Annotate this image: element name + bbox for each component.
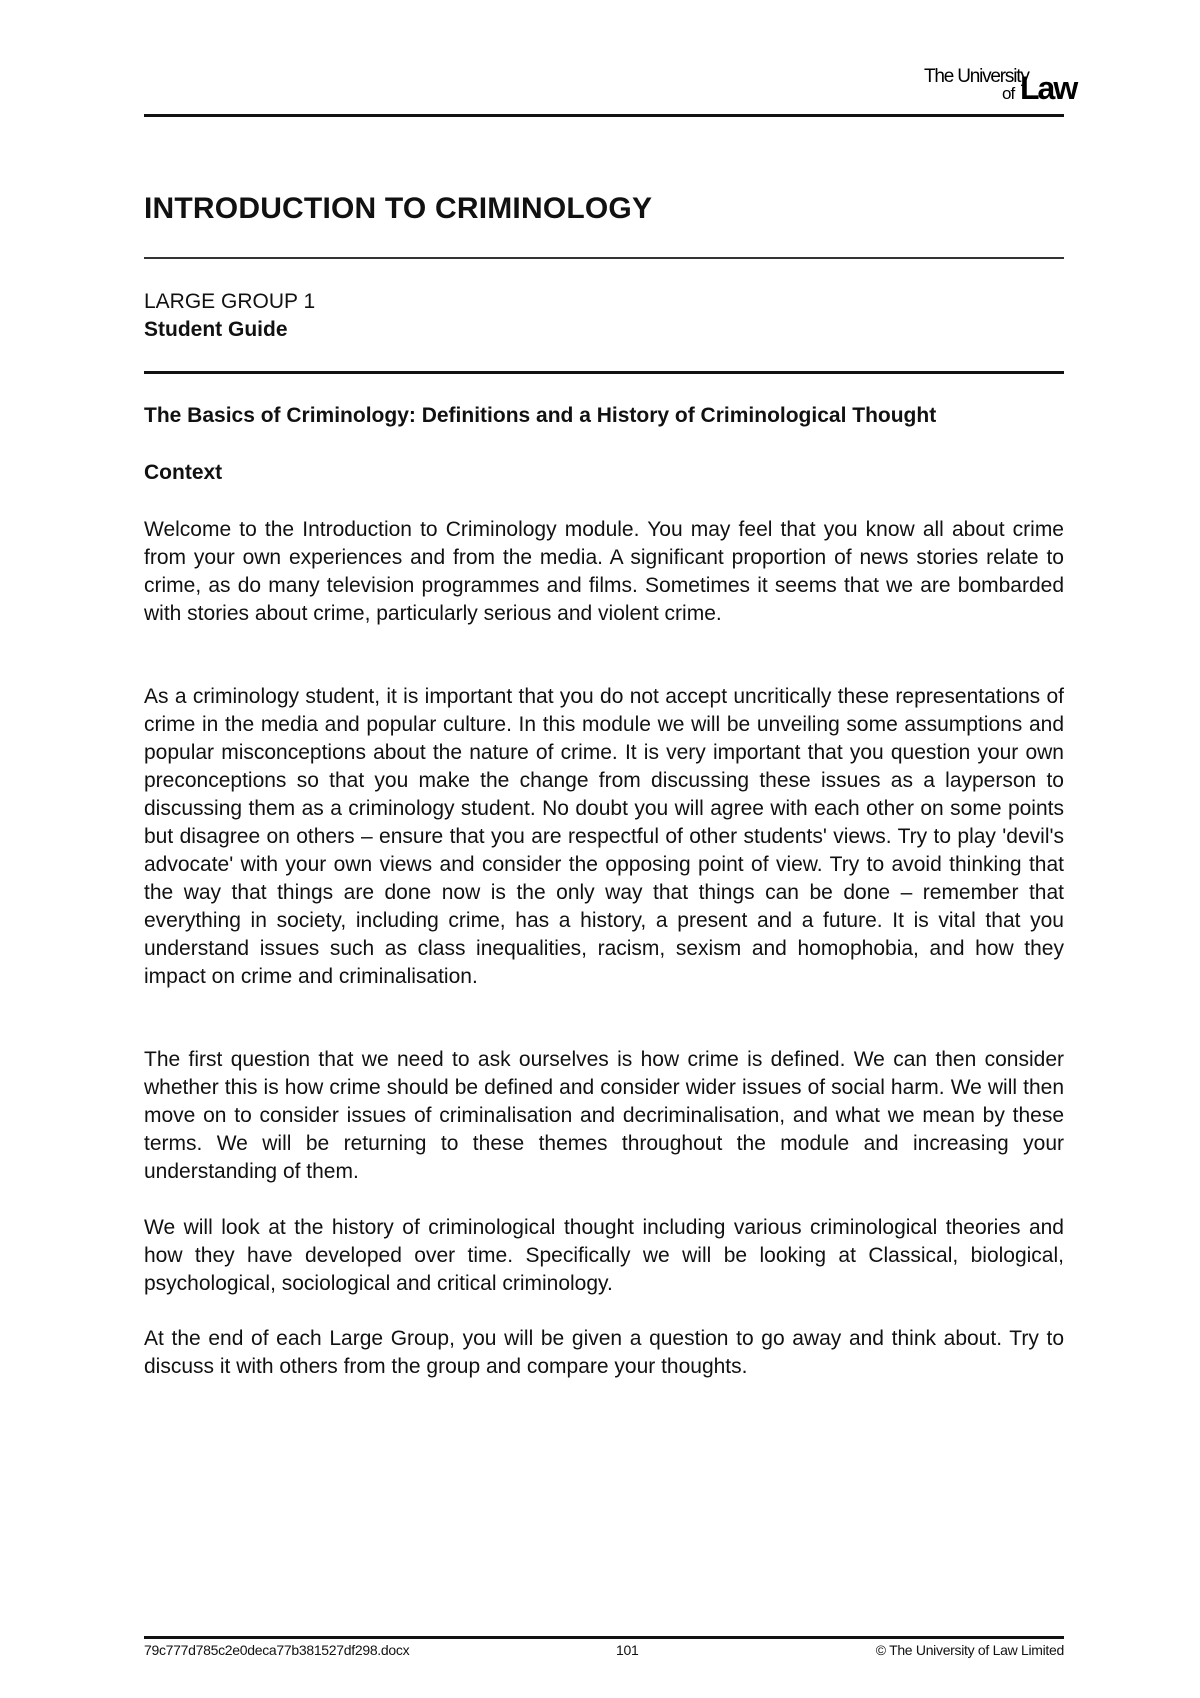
paragraph: The first question that we need to ask ourselves is how crime is defined. We can then consider whether this is how crime should be defined and consider wider issues of social harm. We will then move on to consider issues of criminalisation and decriminalisation, and what we mean by these terms. We will be returning to these themes throughout the module and increasing your understanding of them.: [144, 1048, 1064, 1183]
section-rule: [144, 371, 1064, 374]
page-footer: [144, 1642, 1064, 1662]
student-guide-label: Student Guide: [144, 318, 288, 341]
paragraph: Welcome to the Introduction to Criminology module. You may feel that you know all about crime from your own experiences and from the media. A significant proportion of news stories relate to crime, as do many television programmes and films. Sometimes it seems that we are bombarded with stories about crime, particularly serious and violent crime.: [144, 518, 1064, 625]
footer-copyright: © The University of Law Limited: [875, 1642, 1064, 1658]
logo-of: of: [1002, 84, 1015, 103]
logo-line1: The University: [924, 66, 1029, 87]
page-title: INTRODUCTION TO CRIMINOLOGY: [144, 192, 653, 225]
document-subtitle: The Basics of Criminology: Definitions and a History of Criminological Thought: [144, 404, 937, 427]
footer-rule: [144, 1636, 1064, 1639]
footer-filename: 79c777d785c2e0deca77b381527df298.docx: [144, 1642, 410, 1658]
paragraph: We will look at the history of criminological thought including various criminological theories and how they have developed over time. Specifically we will be looking at Classical, biological, psychological, sociological and critical criminology.: [144, 1216, 1064, 1295]
paragraph: As a criminology student, it is important that you do not accept uncritically these representations of crime in the media and popular culture. In this module we will be unveiling some assumptions and popular misconceptions about the nature of crime. It is very important that you question your own preconceptions so that you make the change from discussing these issues as a layperson to discussing them as a criminology student. No doubt you will agree with each other on some points but disagree on others – ensure that you are respectful of other students' views. Try to play 'devil's advocate' with your own views and consider the opposing point of view. Try to avoid thinking that the way that things are done now is the only way that things can be done – remember that everything in society, including crime, has a history, a present and a future. It is vital that you understand issues such as class inequalities, racism, sexism and homophobia, and how they impact on crime and criminalisation.: [144, 685, 1064, 988]
paragraph: At the end of each Large Group, you will be given a question to go away and think about. Try to discuss it with others from the group and compare your thoughts.: [144, 1327, 1064, 1378]
university-of-law-logo: [924, 64, 1077, 108]
header-rule: [144, 114, 1064, 117]
footer-page-number: 101: [616, 1642, 639, 1658]
context-heading: Context: [144, 461, 223, 484]
large-group-label: LARGE GROUP 1: [144, 290, 316, 313]
title-rule: [144, 257, 1064, 259]
logo-law: Law: [1020, 70, 1077, 106]
